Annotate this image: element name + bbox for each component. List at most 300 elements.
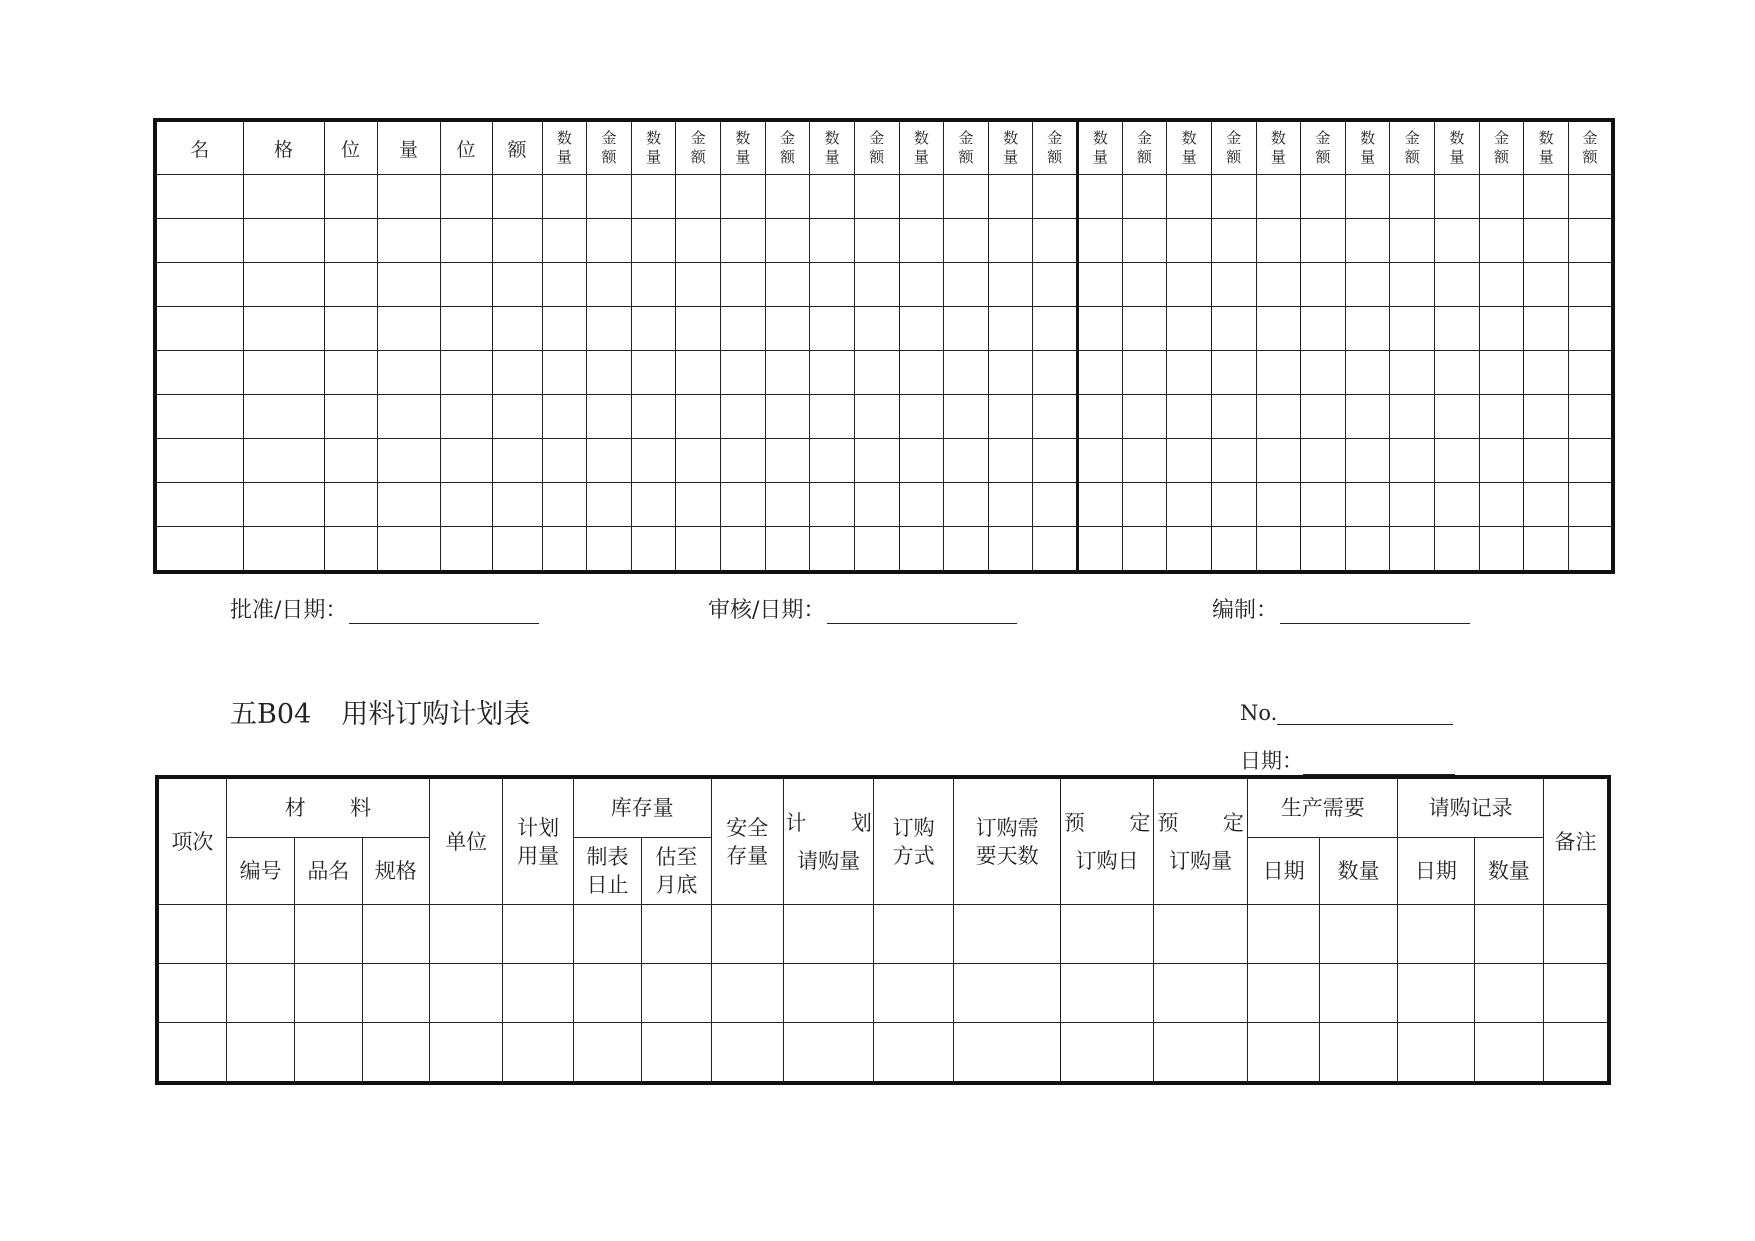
table-cell[interactable]	[1345, 483, 1390, 527]
table-cell[interactable]	[874, 964, 953, 1023]
table-cell[interactable]	[492, 527, 542, 573]
table-cell[interactable]	[587, 175, 632, 219]
table-cell[interactable]	[324, 307, 377, 351]
table-cell[interactable]	[765, 219, 810, 263]
table-cell[interactable]	[1078, 483, 1123, 527]
table-cell[interactable]	[1248, 964, 1319, 1023]
table-cell[interactable]	[1544, 1023, 1610, 1084]
table-cell[interactable]	[1390, 263, 1435, 307]
table-cell[interactable]	[1061, 964, 1154, 1023]
table-cell[interactable]	[1435, 263, 1480, 307]
table-cell[interactable]	[377, 175, 440, 219]
table-cell[interactable]	[587, 483, 632, 527]
table-cell[interactable]	[1524, 263, 1569, 307]
table-cell[interactable]	[899, 395, 944, 439]
table-cell[interactable]	[226, 1023, 294, 1084]
table-cell[interactable]	[988, 395, 1033, 439]
table-cell[interactable]	[988, 483, 1033, 527]
table-cell[interactable]	[854, 307, 899, 351]
table-cell[interactable]	[1474, 905, 1543, 964]
table-cell[interactable]	[155, 483, 243, 527]
table-cell[interactable]	[1167, 395, 1212, 439]
table-cell[interactable]	[1568, 483, 1613, 527]
table-cell[interactable]	[765, 527, 810, 573]
table-cell[interactable]	[1345, 439, 1390, 483]
table-cell[interactable]	[1078, 439, 1123, 483]
table-cell[interactable]	[1301, 439, 1346, 483]
table-cell[interactable]	[631, 483, 676, 527]
table-cell[interactable]	[440, 175, 492, 219]
table-cell[interactable]	[711, 1023, 783, 1084]
table-cell[interactable]	[899, 483, 944, 527]
table-cell[interactable]	[1033, 307, 1078, 351]
table-cell[interactable]	[492, 175, 542, 219]
table-cell[interactable]	[1435, 527, 1480, 573]
table-cell[interactable]	[440, 263, 492, 307]
table-cell[interactable]	[440, 307, 492, 351]
table-cell[interactable]	[721, 439, 766, 483]
table-cell[interactable]	[1435, 483, 1480, 527]
table-cell[interactable]	[377, 439, 440, 483]
table-cell[interactable]	[1544, 964, 1610, 1023]
table-cell[interactable]	[295, 1023, 362, 1084]
table-cell[interactable]	[573, 905, 641, 964]
table-cell[interactable]	[988, 175, 1033, 219]
table-cell[interactable]	[1479, 351, 1524, 395]
table-cell[interactable]	[1301, 263, 1346, 307]
table-cell[interactable]	[1435, 439, 1480, 483]
table-cell[interactable]	[1435, 395, 1480, 439]
table-cell[interactable]	[783, 905, 873, 964]
table-cell[interactable]	[324, 219, 377, 263]
table-cell[interactable]	[1153, 1023, 1248, 1084]
table-cell[interactable]	[810, 527, 855, 573]
table-cell[interactable]	[492, 483, 542, 527]
table-cell[interactable]	[362, 964, 429, 1023]
table-cell[interactable]	[1122, 439, 1167, 483]
table-cell[interactable]	[854, 439, 899, 483]
table-cell[interactable]	[1301, 307, 1346, 351]
table-cell[interactable]	[226, 964, 294, 1023]
table-cell[interactable]	[676, 219, 721, 263]
table-cell[interactable]	[1479, 483, 1524, 527]
table-cell[interactable]	[243, 263, 324, 307]
table-cell[interactable]	[157, 905, 226, 964]
table-cell[interactable]	[1256, 307, 1301, 351]
table-cell[interactable]	[1568, 527, 1613, 573]
table-cell[interactable]	[854, 395, 899, 439]
table-cell[interactable]	[765, 483, 810, 527]
table-cell[interactable]	[243, 527, 324, 573]
table-cell[interactable]	[155, 263, 243, 307]
table-cell[interactable]	[676, 527, 721, 573]
table-cell[interactable]	[377, 483, 440, 527]
table-cell[interactable]	[324, 483, 377, 527]
table-cell[interactable]	[854, 483, 899, 527]
table-cell[interactable]	[676, 307, 721, 351]
table-cell[interactable]	[944, 263, 989, 307]
table-cell[interactable]	[899, 219, 944, 263]
table-cell[interactable]	[1435, 307, 1480, 351]
table-cell[interactable]	[503, 964, 573, 1023]
table-cell[interactable]	[810, 307, 855, 351]
table-cell[interactable]	[1479, 219, 1524, 263]
table-cell[interactable]	[944, 307, 989, 351]
table-cell[interactable]	[631, 395, 676, 439]
table-cell[interactable]	[377, 219, 440, 263]
table-cell[interactable]	[1568, 351, 1613, 395]
table-cell[interactable]	[243, 351, 324, 395]
table-cell[interactable]	[1211, 307, 1256, 351]
table-cell[interactable]	[1319, 1023, 1397, 1084]
table-cell[interactable]	[324, 439, 377, 483]
table-cell[interactable]	[377, 395, 440, 439]
table-cell[interactable]	[810, 483, 855, 527]
table-cell[interactable]	[765, 351, 810, 395]
table-cell[interactable]	[226, 905, 294, 964]
table-cell[interactable]	[944, 483, 989, 527]
table-cell[interactable]	[642, 905, 711, 964]
table-cell[interactable]	[721, 175, 766, 219]
table-cell[interactable]	[1078, 219, 1123, 263]
table-cell[interactable]	[1301, 527, 1346, 573]
table-cell[interactable]	[155, 351, 243, 395]
table-cell[interactable]	[1568, 307, 1613, 351]
table-cell[interactable]	[721, 219, 766, 263]
table-cell[interactable]	[810, 395, 855, 439]
table-cell[interactable]	[1167, 483, 1212, 527]
table-cell[interactable]	[642, 1023, 711, 1084]
table-cell[interactable]	[1211, 219, 1256, 263]
table-cell[interactable]	[1122, 351, 1167, 395]
table-cell[interactable]	[1544, 905, 1610, 964]
table-cell[interactable]	[874, 1023, 953, 1084]
table-cell[interactable]	[295, 905, 362, 964]
table-cell[interactable]	[1211, 351, 1256, 395]
table-cell[interactable]	[1568, 175, 1613, 219]
table-cell[interactable]	[542, 483, 587, 527]
table-cell[interactable]	[440, 351, 492, 395]
table-cell[interactable]	[440, 395, 492, 439]
table-cell[interactable]	[1122, 307, 1167, 351]
table-cell[interactable]	[1479, 439, 1524, 483]
table-cell[interactable]	[953, 964, 1061, 1023]
table-cell[interactable]	[1256, 351, 1301, 395]
table-cell[interactable]	[899, 527, 944, 573]
table-cell[interactable]	[377, 263, 440, 307]
table-cell[interactable]	[631, 527, 676, 573]
table-cell[interactable]	[721, 307, 766, 351]
table-cell[interactable]	[988, 307, 1033, 351]
table-cell[interactable]	[362, 1023, 429, 1084]
table-cell[interactable]	[1524, 483, 1569, 527]
table-cell[interactable]	[1033, 395, 1078, 439]
table-cell[interactable]	[492, 351, 542, 395]
table-cell[interactable]	[711, 964, 783, 1023]
table-cell[interactable]	[440, 439, 492, 483]
table-cell[interactable]	[1122, 175, 1167, 219]
table-cell[interactable]	[1256, 219, 1301, 263]
table-cell[interactable]	[1033, 263, 1078, 307]
table-cell[interactable]	[1390, 307, 1435, 351]
table-cell[interactable]	[440, 527, 492, 573]
table-cell[interactable]	[587, 527, 632, 573]
table-cell[interactable]	[542, 219, 587, 263]
table-cell[interactable]	[944, 351, 989, 395]
table-cell[interactable]	[1345, 527, 1390, 573]
table-cell[interactable]	[155, 307, 243, 351]
table-cell[interactable]	[721, 483, 766, 527]
table-cell[interactable]	[1345, 263, 1390, 307]
table-cell[interactable]	[854, 219, 899, 263]
table-cell[interactable]	[573, 1023, 641, 1084]
table-cell[interactable]	[1479, 307, 1524, 351]
table-cell[interactable]	[492, 263, 542, 307]
table-cell[interactable]	[587, 263, 632, 307]
table-cell[interactable]	[492, 395, 542, 439]
table-cell[interactable]	[587, 351, 632, 395]
table-cell[interactable]	[243, 395, 324, 439]
table-cell[interactable]	[953, 1023, 1061, 1084]
table-cell[interactable]	[1122, 263, 1167, 307]
table-cell[interactable]	[324, 351, 377, 395]
table-cell[interactable]	[1479, 263, 1524, 307]
table-cell[interactable]	[492, 439, 542, 483]
table-cell[interactable]	[243, 219, 324, 263]
table-cell[interactable]	[587, 439, 632, 483]
table-cell[interactable]	[676, 395, 721, 439]
table-cell[interactable]	[1345, 175, 1390, 219]
table-cell[interactable]	[711, 905, 783, 964]
table-cell[interactable]	[155, 527, 243, 573]
table-cell[interactable]	[631, 307, 676, 351]
table-cell[interactable]	[155, 439, 243, 483]
prepare-line[interactable]	[1280, 597, 1470, 624]
table-cell[interactable]	[1301, 395, 1346, 439]
table-cell[interactable]	[1301, 351, 1346, 395]
table-cell[interactable]	[944, 175, 989, 219]
table-cell[interactable]	[1033, 219, 1078, 263]
table-cell[interactable]	[899, 263, 944, 307]
table-cell[interactable]	[1568, 263, 1613, 307]
table-cell[interactable]	[944, 219, 989, 263]
table-cell[interactable]	[573, 964, 641, 1023]
table-cell[interactable]	[676, 175, 721, 219]
table-cell[interactable]	[1167, 175, 1212, 219]
table-cell[interactable]	[631, 219, 676, 263]
table-cell[interactable]	[1248, 905, 1319, 964]
table-cell[interactable]	[1061, 905, 1154, 964]
table-cell[interactable]	[1398, 905, 1474, 964]
table-cell[interactable]	[854, 351, 899, 395]
table-cell[interactable]	[1122, 483, 1167, 527]
table-cell[interactable]	[1390, 483, 1435, 527]
table-cell[interactable]	[944, 527, 989, 573]
table-cell[interactable]	[1568, 219, 1613, 263]
table-cell[interactable]	[1398, 964, 1474, 1023]
table-cell[interactable]	[810, 351, 855, 395]
table-cell[interactable]	[631, 439, 676, 483]
table-cell[interactable]	[1211, 439, 1256, 483]
table-cell[interactable]	[1248, 1023, 1319, 1084]
table-cell[interactable]	[1061, 1023, 1154, 1084]
table-cell[interactable]	[1345, 395, 1390, 439]
table-cell[interactable]	[988, 439, 1033, 483]
table-cell[interactable]	[157, 1023, 226, 1084]
table-cell[interactable]	[1078, 395, 1123, 439]
table-cell[interactable]	[1479, 175, 1524, 219]
table-cell[interactable]	[1211, 175, 1256, 219]
table-cell[interactable]	[676, 263, 721, 307]
table-cell[interactable]	[642, 964, 711, 1023]
approve-line[interactable]	[349, 597, 539, 624]
table-cell[interactable]	[1474, 964, 1543, 1023]
table-cell[interactable]	[783, 1023, 873, 1084]
table-cell[interactable]	[1568, 395, 1613, 439]
table-cell[interactable]	[765, 395, 810, 439]
table-cell[interactable]	[1390, 219, 1435, 263]
table-cell[interactable]	[1167, 219, 1212, 263]
table-cell[interactable]	[1153, 905, 1248, 964]
table-cell[interactable]	[1435, 351, 1480, 395]
table-cell[interactable]	[1390, 395, 1435, 439]
table-cell[interactable]	[1256, 483, 1301, 527]
table-cell[interactable]	[1256, 395, 1301, 439]
table-cell[interactable]	[587, 395, 632, 439]
table-cell[interactable]	[810, 263, 855, 307]
table-cell[interactable]	[631, 175, 676, 219]
table-cell[interactable]	[631, 263, 676, 307]
table-cell[interactable]	[157, 964, 226, 1023]
table-cell[interactable]	[1524, 175, 1569, 219]
table-cell[interactable]	[988, 219, 1033, 263]
table-cell[interactable]	[362, 905, 429, 964]
table-cell[interactable]	[988, 263, 1033, 307]
table-cell[interactable]	[1524, 219, 1569, 263]
table-cell[interactable]	[944, 439, 989, 483]
table-cell[interactable]	[1301, 175, 1346, 219]
table-cell[interactable]	[1524, 307, 1569, 351]
table-cell[interactable]	[631, 351, 676, 395]
table-cell[interactable]	[899, 307, 944, 351]
table-cell[interactable]	[1256, 263, 1301, 307]
table-cell[interactable]	[1319, 964, 1397, 1023]
table-cell[interactable]	[542, 263, 587, 307]
table-cell[interactable]	[765, 307, 810, 351]
table-cell[interactable]	[155, 175, 243, 219]
table-cell[interactable]	[542, 175, 587, 219]
table-cell[interactable]	[1479, 395, 1524, 439]
table-cell[interactable]	[1524, 395, 1569, 439]
table-cell[interactable]	[542, 351, 587, 395]
table-cell[interactable]	[765, 263, 810, 307]
table-cell[interactable]	[783, 964, 873, 1023]
table-cell[interactable]	[587, 307, 632, 351]
table-cell[interactable]	[377, 307, 440, 351]
table-cell[interactable]	[1390, 527, 1435, 573]
table-cell[interactable]	[1435, 175, 1480, 219]
table-cell[interactable]	[1435, 219, 1480, 263]
table-cell[interactable]	[503, 1023, 573, 1084]
table-cell[interactable]	[1033, 175, 1078, 219]
table-cell[interactable]	[1256, 527, 1301, 573]
table-cell[interactable]	[1153, 964, 1248, 1023]
table-cell[interactable]	[676, 483, 721, 527]
table-cell[interactable]	[1078, 307, 1123, 351]
table-cell[interactable]	[721, 263, 766, 307]
table-cell[interactable]	[377, 527, 440, 573]
table-cell[interactable]	[676, 351, 721, 395]
table-cell[interactable]	[765, 175, 810, 219]
table-cell[interactable]	[155, 395, 243, 439]
table-cell[interactable]	[1319, 905, 1397, 964]
table-cell[interactable]	[1211, 263, 1256, 307]
table-cell[interactable]	[542, 527, 587, 573]
table-cell[interactable]	[430, 1023, 503, 1084]
table-cell[interactable]	[1078, 175, 1123, 219]
table-cell[interactable]	[899, 351, 944, 395]
table-cell[interactable]	[1033, 527, 1078, 573]
table-cell[interactable]	[324, 263, 377, 307]
table-cell[interactable]	[492, 219, 542, 263]
table-cell[interactable]	[1167, 263, 1212, 307]
table-cell[interactable]	[1211, 483, 1256, 527]
table-cell[interactable]	[1390, 439, 1435, 483]
table-cell[interactable]	[440, 483, 492, 527]
table-cell[interactable]	[324, 527, 377, 573]
table-cell[interactable]	[1122, 527, 1167, 573]
table-cell[interactable]	[503, 905, 573, 964]
table-cell[interactable]	[854, 527, 899, 573]
no-line[interactable]	[1277, 700, 1453, 725]
table-cell[interactable]	[1033, 483, 1078, 527]
table-cell[interactable]	[953, 905, 1061, 964]
table-cell[interactable]	[243, 307, 324, 351]
table-cell[interactable]	[721, 351, 766, 395]
table-cell[interactable]	[1211, 395, 1256, 439]
table-cell[interactable]	[1167, 439, 1212, 483]
table-cell[interactable]	[899, 175, 944, 219]
table-cell[interactable]	[721, 527, 766, 573]
table-cell[interactable]	[1211, 527, 1256, 573]
table-cell[interactable]	[1078, 527, 1123, 573]
table-cell[interactable]	[988, 351, 1033, 395]
table-cell[interactable]	[1398, 1023, 1474, 1084]
table-cell[interactable]	[1345, 219, 1390, 263]
table-cell[interactable]	[295, 964, 362, 1023]
table-cell[interactable]	[1122, 395, 1167, 439]
table-cell[interactable]	[430, 964, 503, 1023]
table-cell[interactable]	[243, 439, 324, 483]
table-cell[interactable]	[1301, 483, 1346, 527]
table-cell[interactable]	[1474, 1023, 1543, 1084]
table-cell[interactable]	[1167, 307, 1212, 351]
table-cell[interactable]	[1078, 351, 1123, 395]
table-cell[interactable]	[721, 395, 766, 439]
table-cell[interactable]	[243, 483, 324, 527]
table-cell[interactable]	[1524, 527, 1569, 573]
table-cell[interactable]	[243, 175, 324, 219]
table-cell[interactable]	[542, 439, 587, 483]
table-cell[interactable]	[1345, 351, 1390, 395]
table-cell[interactable]	[874, 905, 953, 964]
table-cell[interactable]	[1345, 307, 1390, 351]
table-cell[interactable]	[1122, 219, 1167, 263]
table-cell[interactable]	[810, 175, 855, 219]
table-cell[interactable]	[1524, 351, 1569, 395]
table-cell[interactable]	[1033, 351, 1078, 395]
table-cell[interactable]	[1167, 351, 1212, 395]
